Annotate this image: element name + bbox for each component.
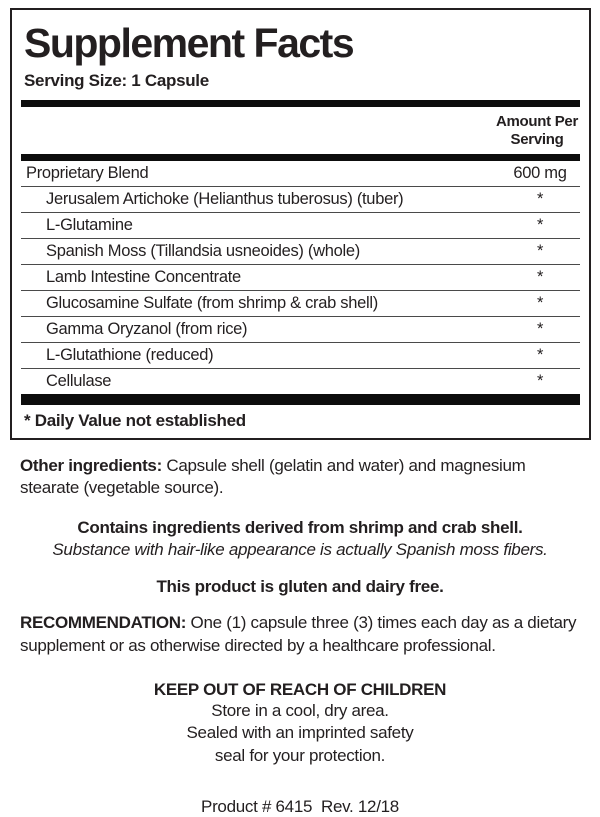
ingredient-row xyxy=(21,369,580,394)
contains-note: Contains ingredients derived from shrimp and crab shell. xyxy=(77,517,523,537)
ingredient-row xyxy=(21,291,580,317)
ingredient-row xyxy=(21,265,580,291)
ingredient-name: L-Glutathione (reduced) xyxy=(46,346,214,364)
divider-bar-middle xyxy=(21,154,580,161)
ingredient-amount: * xyxy=(536,346,544,364)
ingredient-name: Gamma Oryzanol (from rice) xyxy=(46,320,248,338)
supplement-facts-label xyxy=(10,8,591,440)
ingredient-name: Lamb Intestine Concentrate xyxy=(46,268,241,286)
ingredient-amount: 600 mg xyxy=(513,164,567,182)
ingredient-row xyxy=(21,161,580,187)
recommendation xyxy=(20,612,580,657)
amount-header-line2: Serving xyxy=(510,131,564,148)
storage-note-line: seal for your protection. xyxy=(214,745,386,765)
daily-value-footnote: * Daily Value not established xyxy=(24,411,246,430)
gluten-dairy-note: This product is gluten and dairy free. xyxy=(156,577,444,597)
label-title: Supplement Facts xyxy=(24,20,354,66)
ingredient-rows xyxy=(21,161,580,394)
ingredient-name: L-Glutamine xyxy=(46,216,133,234)
ingredient-name: Proprietary Blend xyxy=(26,164,149,182)
ingredient-amount: * xyxy=(536,190,544,208)
ingredient-amount: * xyxy=(536,216,544,234)
ingredient-row xyxy=(21,187,580,213)
keep-out-warning: KEEP OUT OF REACH OF CHILDREN xyxy=(153,679,447,699)
ingredient-amount: * xyxy=(536,294,544,312)
ingredient-row xyxy=(21,317,580,343)
ingredient-amount: * xyxy=(536,320,544,338)
amount-header-line1: Amount Per xyxy=(495,113,578,130)
ingredient-name: Glucosamine Sulfate (from shrimp & crab shell) xyxy=(46,294,378,312)
other-ingredients xyxy=(20,455,580,500)
ingredient-name: Spanish Moss (Tillandsia usneoides) (whole) xyxy=(46,242,360,260)
divider-bar-top xyxy=(21,100,580,107)
substance-note: Substance with hair-like appearance is actually Spanish moss fibers. xyxy=(52,539,548,559)
recommendation-label: RECOMMENDATION: xyxy=(20,613,187,633)
storage-note-line: Store in a cool, dry area. xyxy=(211,700,389,720)
ingredient-name: Jerusalem Artichoke (Helianthus tuberosus) (tuber) xyxy=(46,190,404,208)
ingredient-row xyxy=(21,239,580,265)
amount-per-serving-header xyxy=(21,107,580,154)
other-ingredients-label: Other ingredients: xyxy=(20,456,162,475)
ingredient-amount: * xyxy=(536,372,544,390)
ingredient-amount: * xyxy=(536,268,544,286)
divider-bar-bottom xyxy=(21,394,580,405)
ingredient-row xyxy=(21,343,580,369)
storage-note-line: Sealed with an imprinted safety xyxy=(186,723,414,743)
ingredient-row xyxy=(21,213,580,239)
recommendation-text: One (1) capsule three (3) times each day as a dietary supplement or as otherwise directed by a healthcare professional. xyxy=(20,613,577,655)
ingredient-amount: * xyxy=(536,242,544,260)
serving-size: Serving Size: 1 Capsule xyxy=(24,71,209,90)
product-info: Product # 6415 Rev. 12/18 xyxy=(201,797,399,817)
ingredient-name: Cellulase xyxy=(46,372,112,390)
label-info-section xyxy=(0,455,600,817)
other-ingredients-text: Capsule shell (gelatin and water) and magnesium stearate (vegetable source). xyxy=(20,456,526,498)
